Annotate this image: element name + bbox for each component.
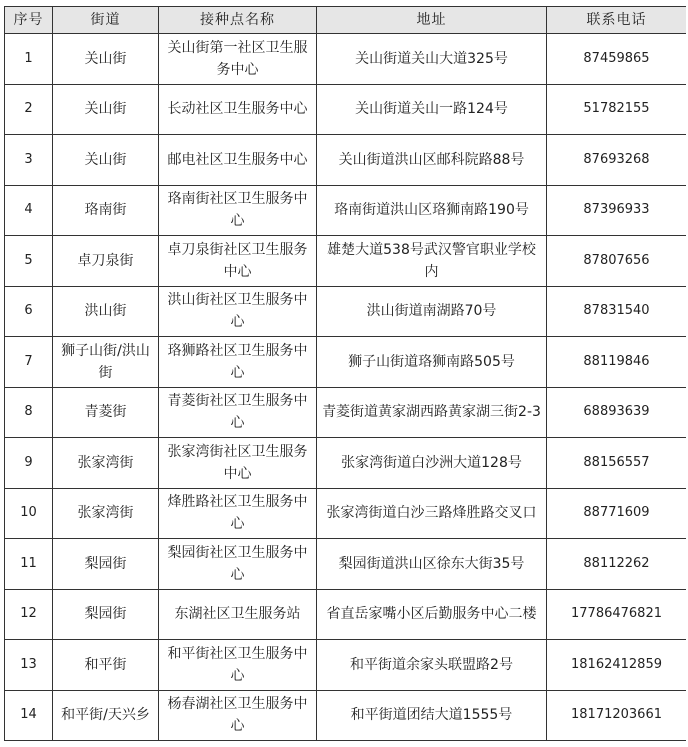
- cell-no: 5: [5, 236, 53, 287]
- header-row: [5, 7, 687, 34]
- cell-no: 2: [5, 84, 53, 135]
- cell-phone: 18162412859: [547, 640, 687, 691]
- table-row: [5, 286, 687, 337]
- cell-no: 13: [5, 640, 53, 691]
- cell-address: 雄楚大道538号武汉警官职业学校内: [317, 236, 547, 287]
- cell-no: 10: [5, 488, 53, 539]
- cell-site: 珞狮路社区卫生服务中心: [159, 337, 317, 388]
- cell-phone: 18171203661: [547, 690, 687, 741]
- cell-street: 狮子山街/洪山街: [53, 337, 159, 388]
- cell-phone: 87459865: [547, 34, 687, 85]
- table-row: [5, 589, 687, 640]
- cell-phone: 87807656: [547, 236, 687, 287]
- header-address: 地址: [317, 7, 547, 34]
- cell-street: 和平街: [53, 640, 159, 691]
- header-street: 街道: [53, 7, 159, 34]
- cell-phone: 87831540: [547, 286, 687, 337]
- table-row: [5, 185, 687, 236]
- cell-site: 梨园街社区卫生服务中心: [159, 539, 317, 590]
- cell-site: 洪山街社区卫生服务中心: [159, 286, 317, 337]
- table-container: [4, 6, 686, 747]
- cell-phone: 88119846: [547, 337, 687, 388]
- table-row: [5, 488, 687, 539]
- table-row: [5, 337, 687, 388]
- cell-address: 省直岳家嘴小区后勤服务中心二楼: [317, 589, 547, 640]
- cell-street: 珞南街: [53, 185, 159, 236]
- cell-phone: 87693268: [547, 135, 687, 186]
- cell-address: 梨园街道洪山区徐东大街35号: [317, 539, 547, 590]
- cell-address: 关山街道关山大道325号: [317, 34, 547, 85]
- cell-site: 卓刀泉街社区卫生服务中心: [159, 236, 317, 287]
- table-row: [5, 236, 687, 287]
- cell-site: 张家湾街社区卫生服务中心: [159, 438, 317, 489]
- cell-site: 青菱街社区卫生服务中心: [159, 387, 317, 438]
- cell-site: 长动社区卫生服务中心: [159, 84, 317, 135]
- cell-address: 狮子山街道珞狮南路505号: [317, 337, 547, 388]
- header-site: 接种点名称: [159, 7, 317, 34]
- cell-address: 张家湾街道白沙洲大道128号: [317, 438, 547, 489]
- cell-phone: 88771609: [547, 488, 687, 539]
- table-row: [5, 34, 687, 85]
- cell-street: 洪山街: [53, 286, 159, 337]
- cell-no: 1: [5, 34, 53, 85]
- cell-site: 和平街社区卫生服务中心: [159, 640, 317, 691]
- cell-street: 梨园街: [53, 539, 159, 590]
- cell-street: 梨园街: [53, 589, 159, 640]
- vaccination-sites-table: [4, 6, 686, 741]
- cell-address: 和平街道团结大道1555号: [317, 690, 547, 741]
- cell-site: 杨春湖社区卫生服务中心: [159, 690, 317, 741]
- cell-address: 珞南街道洪山区珞狮南路190号: [317, 185, 547, 236]
- cell-phone: 87396933: [547, 185, 687, 236]
- cell-no: 6: [5, 286, 53, 337]
- cell-street: 和平街/天兴乡: [53, 690, 159, 741]
- cell-phone: 17786476821: [547, 589, 687, 640]
- cell-no: 12: [5, 589, 53, 640]
- table-row: [5, 640, 687, 691]
- cell-phone: 68893639: [547, 387, 687, 438]
- cell-street: 张家湾街: [53, 488, 159, 539]
- cell-site: 邮电社区卫生服务中心: [159, 135, 317, 186]
- header-phone: 联系电话: [547, 7, 687, 34]
- cell-no: 3: [5, 135, 53, 186]
- table-row: [5, 539, 687, 590]
- table-row: [5, 690, 687, 741]
- cell-address: 青菱街道黄家湖西路黄家湖三街2-3: [317, 387, 547, 438]
- cell-street: 关山街: [53, 135, 159, 186]
- cell-phone: 88156557: [547, 438, 687, 489]
- table-row: [5, 135, 687, 186]
- cell-no: 14: [5, 690, 53, 741]
- table-row: [5, 84, 687, 135]
- cell-street: 卓刀泉街: [53, 236, 159, 287]
- cell-street: 青菱街: [53, 387, 159, 438]
- cell-address: 和平街道余家头联盟路2号: [317, 640, 547, 691]
- cell-no: 4: [5, 185, 53, 236]
- cell-phone: 88112262: [547, 539, 687, 590]
- header-no: 序号: [5, 7, 53, 34]
- cell-no: 8: [5, 387, 53, 438]
- cell-no: 9: [5, 438, 53, 489]
- cell-address: 洪山街道南湖路70号: [317, 286, 547, 337]
- table-row: [5, 387, 687, 438]
- cell-no: 7: [5, 337, 53, 388]
- cell-site: 珞南街社区卫生服务中心: [159, 185, 317, 236]
- cell-site: 东湖社区卫生服务站: [159, 589, 317, 640]
- cell-site: 关山街第一社区卫生服务中心: [159, 34, 317, 85]
- cell-street: 关山街: [53, 84, 159, 135]
- cell-address: 张家湾街道白沙三路烽胜路交叉口: [317, 488, 547, 539]
- cell-site: 烽胜路社区卫生服务中心: [159, 488, 317, 539]
- cell-street: 关山街: [53, 34, 159, 85]
- table-row: [5, 438, 687, 489]
- cell-phone: 51782155: [547, 84, 687, 135]
- cell-no: 11: [5, 539, 53, 590]
- cell-address: 关山街道关山一路124号: [317, 84, 547, 135]
- cell-address: 关山街道洪山区邮科院路88号: [317, 135, 547, 186]
- cell-street: 张家湾街: [53, 438, 159, 489]
